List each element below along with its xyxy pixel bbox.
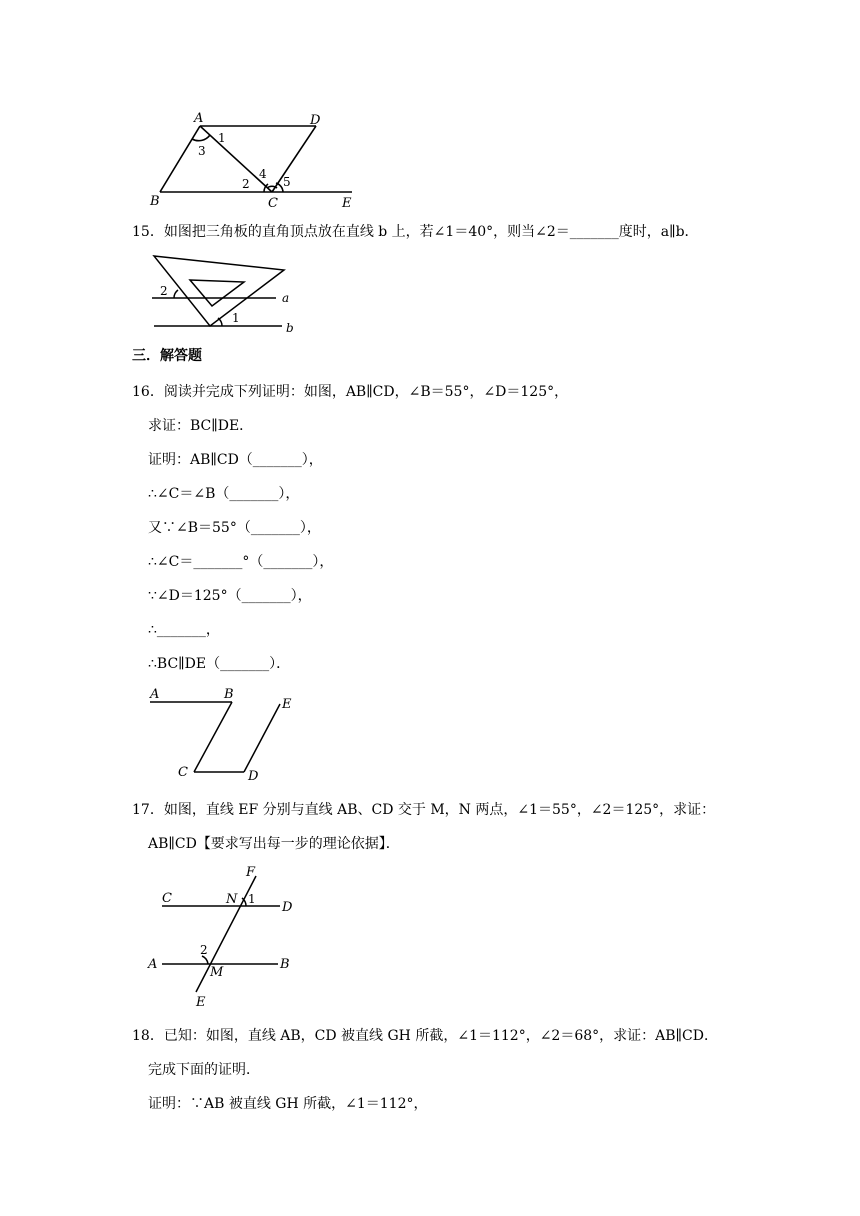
line-b-label: b <box>286 321 294 335</box>
label-D: D <box>248 769 259 782</box>
question-17-line-2: AB∥CD【要求写出每一步的理论依据】． <box>148 836 400 852</box>
label-A: A <box>148 957 158 972</box>
label-C: C <box>268 196 278 211</box>
label-C: C <box>178 765 188 780</box>
angle-1-label: 1 <box>218 131 226 145</box>
label-E: E <box>342 196 352 211</box>
angle-4-label: 4 <box>259 167 267 181</box>
question-18-line-3: 证明：∵AB 被直线 GH 所截，∠1＝112°， <box>148 1096 428 1112</box>
label-M: M <box>210 965 224 980</box>
angle-3-label: 3 <box>198 144 206 158</box>
q16-line-3: ∴∠C＝∠B（_______）， <box>148 486 300 502</box>
label-B: B <box>224 687 234 702</box>
label-A: A <box>150 687 160 702</box>
figure-q14 <box>140 104 370 212</box>
question-18-line-2: 完成下面的证明． <box>148 1062 260 1078</box>
label-B: B <box>150 194 160 209</box>
angle-5-label: 5 <box>283 175 291 189</box>
figure-q17 <box>144 862 304 1008</box>
angle-2-label: 2 <box>242 177 250 191</box>
label-F: F <box>246 865 256 880</box>
section-title: 三．解答题 <box>132 348 202 364</box>
question-18-line-1: 18．已知：如图，直线 AB，CD 被直线 GH 所截，∠1＝112°，∠2＝68°，求证：AB∥CD． <box>132 1028 718 1044</box>
question-16: 16．阅读并完成下列证明：如图，AB∥CD，∠B＝55°，∠D＝125°， <box>132 384 569 400</box>
angle-2-label: 2 <box>200 943 208 957</box>
question-17-line-1: 17．如图，直线 EF 分别与直线 AB、CD 交于 M，N 两点，∠1＝55°，∠2＝125°，求证： <box>132 802 716 818</box>
label-E: E <box>282 697 292 712</box>
q16-line-4: 又∵∠B＝55°（_______）， <box>148 520 321 536</box>
label-A: A <box>194 111 204 126</box>
q16-line-5: ∴∠C＝_______°（_______）， <box>148 554 334 570</box>
q16-line-6: ∵∠D＝125°（_______）， <box>148 588 312 604</box>
label-D: D <box>310 113 321 128</box>
figure-q15 <box>148 252 308 336</box>
angle-2-label: 2 <box>160 284 168 298</box>
angle-1-label: 1 <box>232 311 240 325</box>
label-N: N <box>226 892 238 907</box>
label-E: E <box>196 995 206 1008</box>
line-a-label: a <box>282 291 290 305</box>
label-B: B <box>280 957 290 972</box>
question-15: 15．如图把三角板的直角顶点放在直线 b 上，若∠1＝40°，则当∠2＝_______度时，a∥b． <box>132 224 699 240</box>
q16-line-2: 证明：AB∥CD（_______）， <box>148 452 323 468</box>
q16-line-7: ∴_______， <box>148 622 220 638</box>
label-D: D <box>282 900 293 915</box>
label-C: C <box>162 891 172 906</box>
angle-1-label: 1 <box>248 892 256 906</box>
figure-q16 <box>144 684 304 782</box>
q16-line-8: ∴BC∥DE（_______）． <box>148 656 291 672</box>
q16-line-1: 求证：BC∥DE． <box>148 418 254 434</box>
